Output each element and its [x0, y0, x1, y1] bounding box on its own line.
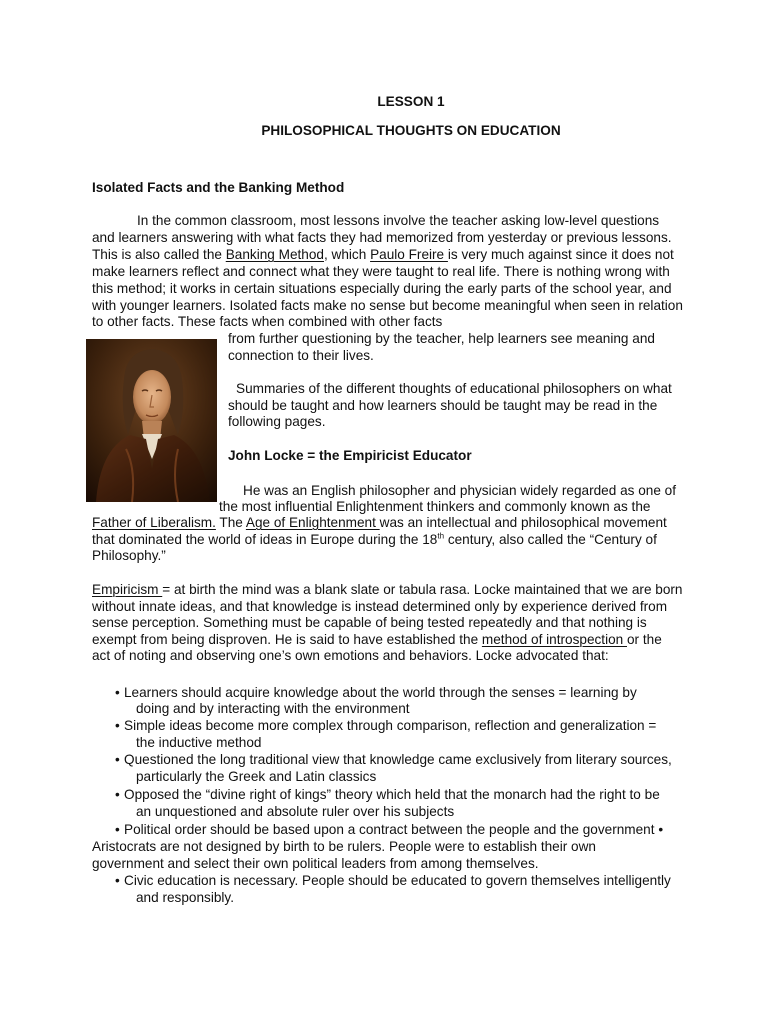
bullet-marker: • [115, 718, 120, 733]
paragraph-line [92, 581, 683, 598]
paragraph-line [92, 246, 674, 263]
bullet-item [115, 821, 663, 838]
text-run: is very much against since it does not [447, 247, 674, 262]
bullet-marker: • [115, 787, 120, 802]
bullet-item [115, 684, 637, 701]
bullet-text: Simple ideas become more complex through comparison, reflection and generalization = [124, 718, 657, 733]
paragraph-line: sense perception. Something must be capable of being tested repeatedly and that nothing is [92, 615, 647, 630]
paragraph-line: Philosophy.” [92, 548, 166, 563]
bullet-item [115, 751, 672, 768]
text-run: or the [627, 632, 662, 647]
paragraph-line: with younger learners. Isolated facts make no sense but become meaningful when seen in relation [92, 298, 683, 313]
paragraph-line: act of noting and observing one’s own emotions and behaviors. Locke advocated that: [92, 648, 609, 663]
bullet-item [115, 872, 671, 889]
age-of-link[interactable]: Age of [245, 515, 289, 530]
bullet-continuation: Aristocrats are not designed by birth to be rulers. People were to establish their own [92, 839, 596, 854]
bullet-text: Political order should be based upon a contract between the people and the government [124, 822, 659, 837]
lesson-number: LESSON 1 [377, 94, 445, 109]
text-run: This is also called the [92, 247, 226, 262]
paragraph-line [92, 631, 662, 648]
enlightenment-link[interactable]: Enlightenment [288, 515, 380, 530]
bullet-marker: • [115, 685, 120, 700]
section-heading-john-locke: John Locke = the Empiricist Educator [228, 448, 472, 463]
bullet-continuation: the inductive method [136, 735, 262, 750]
bullet-continuation: particularly the Greek and Latin classics [136, 769, 377, 784]
lesson-title: PHILOSOPHICAL THOUGHTS ON EDUCATION [261, 123, 561, 138]
text-run: exempt from being disproven. He is said to have established the [92, 632, 482, 647]
paragraph-line: make learners reflect and connect what they were taught to real life. There is nothing wrong with [92, 264, 670, 279]
paragraph-line [92, 514, 667, 531]
empiricism-term[interactable]: Empiricism [92, 582, 163, 597]
text-run: , which [323, 247, 371, 262]
text-run: that dominated the world of ideas in Europe during the 18 [92, 532, 438, 547]
banking-method-link[interactable]: Banking Method [225, 247, 324, 262]
bullet-continuation: government and select their own political leaders from among themselves. [92, 856, 539, 871]
bullet-text: Civic education is necessary. People should be educated to govern themselves intelligently [124, 873, 671, 888]
bullet-marker: • [115, 752, 120, 767]
text-run: = at birth the mind was a blank slate or tabula rasa. Locke maintained that we are born [162, 582, 683, 597]
bullet-marker: • [115, 873, 120, 888]
bullet-continuation: and responsibly. [136, 890, 234, 905]
john-locke-portrait [86, 339, 217, 502]
paragraph-line: connection to their lives. [228, 348, 374, 363]
text-run: The [215, 515, 246, 530]
bullet-text: Learners should acquire knowledge about the world through the senses = learning by [124, 685, 637, 700]
father-of-liberalism-link[interactable]: Father of Liberalism. [92, 515, 216, 530]
bullet-marker: • [115, 822, 120, 837]
paragraph-line: this method; it works in certain situations especially during the early parts of the school year, and [92, 281, 672, 296]
paragraph-line: from further questioning by the teacher, help learners see meaning and [228, 331, 655, 346]
paragraph-line: and learners answering with what facts they had memorized from yesterday or previous lessons. [92, 230, 672, 245]
paragraph-line: to other facts. These facts when combined with other facts [92, 314, 443, 329]
text-run: century, also called the “Century of [444, 532, 657, 547]
paulo-freire-link[interactable]: Paulo Freire [370, 247, 448, 262]
paragraph-line: In the common classroom, most lessons involve the teacher asking low-level questions [137, 213, 660, 228]
bullet-item [115, 786, 660, 803]
section-heading-isolated-facts: Isolated Facts and the Banking Method [92, 180, 345, 195]
bullet-marker: • [658, 822, 664, 837]
superscript: th [437, 531, 445, 541]
portrait-painting [86, 339, 217, 502]
paragraph-line: the most influential Enlightenment thinkers and commonly known as the [219, 499, 651, 514]
paragraph-line: should be taught and how learners should be taught may be read in the [228, 398, 658, 413]
paragraph-line: without innate ideas, and that knowledge is instead determined only by experience derived from [92, 599, 668, 614]
bullet-text: Questioned the long traditional view that knowledge came exclusively from literary sources, [124, 752, 672, 767]
bullet-continuation: doing and by interacting with the environment [136, 701, 410, 716]
text-run: was an intellectual and philosophical movement [379, 515, 667, 530]
bullet-item [115, 717, 656, 734]
paragraph-line: Summaries of the different thoughts of educational philosophers on what [236, 381, 672, 396]
bullet-text: Opposed the “divine right of kings” theory which held that the monarch had the right to be [124, 787, 660, 802]
method-of-introspection-link[interactable]: method of introspection [481, 632, 627, 647]
bullet-continuation: an unquestioned and absolute ruler over his subjects [136, 804, 455, 819]
paragraph-line [92, 531, 657, 548]
paragraph-line: following pages. [228, 414, 326, 429]
paragraph-line: He was an English philosopher and physician widely regarded as one of [243, 483, 677, 498]
